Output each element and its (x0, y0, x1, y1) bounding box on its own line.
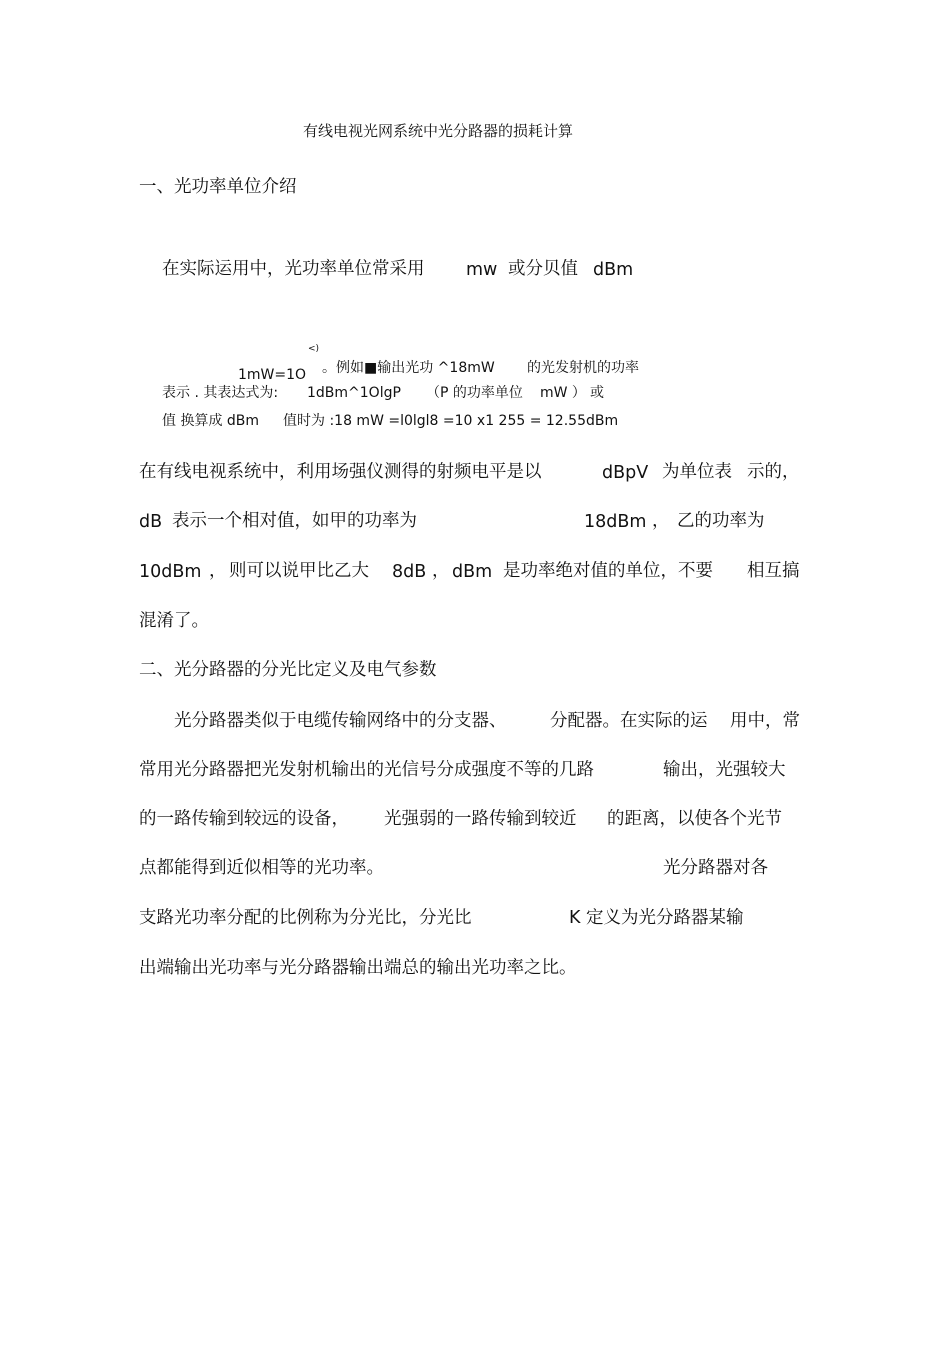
para2-line5-b: K 定义为光分路器某输 (569, 908, 744, 928)
section-1-heading: 一、光功率单位介绍 (139, 177, 297, 197)
para2-line4-a: 点都能得到近似相等的光功率。 (139, 858, 384, 878)
para1-line4: 混淆了。 (139, 611, 209, 631)
formula-line2-e: 或 (590, 385, 604, 401)
page-title: 有线电视光网系统中光分路器的损耗计算 (303, 122, 574, 140)
para1-line3-g: 是功率绝对值的单位，不要 (503, 561, 713, 581)
formula-line1-b: 。例如■输出光功 ^18mW (322, 360, 495, 376)
para2-line3-c: 的距离，以使各个光节 (607, 809, 782, 829)
formula-line2-d: mW ） (540, 385, 586, 401)
para1-line2-b: 表示一个相对值，如甲的功率为 (172, 511, 417, 531)
para2-line3-b: 光强弱的一路传输到较近 (384, 809, 577, 829)
para1-line3-f: dBm (452, 562, 493, 582)
para1-line2-a: dB (139, 512, 163, 532)
para1-line2-c: 18dBm (584, 512, 647, 532)
para1-line1-d: 示的， (747, 462, 800, 482)
para1-line3-h: 相互搞 (747, 561, 800, 581)
formula-line2-b: 1dBm^1OlgP (307, 385, 401, 401)
intro-text-db: 或分贝值 (508, 259, 578, 279)
formula-line1-a: 1mW=1O (238, 367, 307, 383)
para1-line1-c: 为单位表 (662, 462, 732, 482)
para1-line3-c: 则可以说甲比乙大 (229, 561, 369, 581)
formula-line2-c: （P 的功率单位 (426, 385, 523, 401)
para1-line1-a: 在有线电视系统中，利用场强仪测得的射频电平是以 (139, 462, 542, 482)
para1-line2-e: 乙的功率为 (677, 511, 765, 531)
para2-line1-c: 用中，常 (730, 711, 800, 731)
para2-line1-a: 光分路器类似于电缆传输网络中的分支器、 (174, 711, 507, 731)
para1-line3-d: 8dB (392, 562, 427, 582)
section-2-heading: 二、光分路器的分光比定义及电气参数 (139, 660, 437, 680)
intro-text: 在实际运用中，光功率单位常采用 (162, 259, 425, 279)
para2-line4-b: 光分路器对各 (663, 858, 768, 878)
formula-line1-c: 的光发射机的功率 (527, 360, 639, 376)
formula-superscript: <) (308, 344, 320, 354)
formula-line2-a: 表示 . 其表达式为: (162, 385, 279, 401)
formula-line3-b: 值时为 :18 mW =l0lgl8 =10 x1 255 = 12.55dBm (283, 413, 619, 429)
para1-line3-e: ， (432, 561, 450, 581)
para2-line6: 出端输出光功率与光分路器输出端总的输出光功率之比。 (139, 958, 577, 978)
para1-line2-d: ， (652, 511, 670, 531)
para1-line3-b: ， (209, 561, 227, 581)
para1-line3-a: 10dBm (139, 562, 202, 582)
para2-line1-b: 分配器。在实际的运 (550, 711, 708, 731)
para2-line2-a: 常用光分路器把光发射机输出的光信号分成强度不等的几路 (139, 760, 594, 780)
para2-line3-a: 的一路传输到较远的设备， (139, 809, 349, 829)
formula-line3-a: 值 换算成 dBm (162, 413, 260, 429)
intro-unit-mw: mw (466, 260, 498, 280)
para1-line1-b: dBpV (602, 463, 649, 483)
intro-unit-dbm: dBm (593, 260, 634, 280)
para2-line2-b: 输出，光强较大 (663, 760, 786, 780)
para2-line5-a: 支路光功率分配的比例称为分光比，分光比 (139, 908, 472, 928)
